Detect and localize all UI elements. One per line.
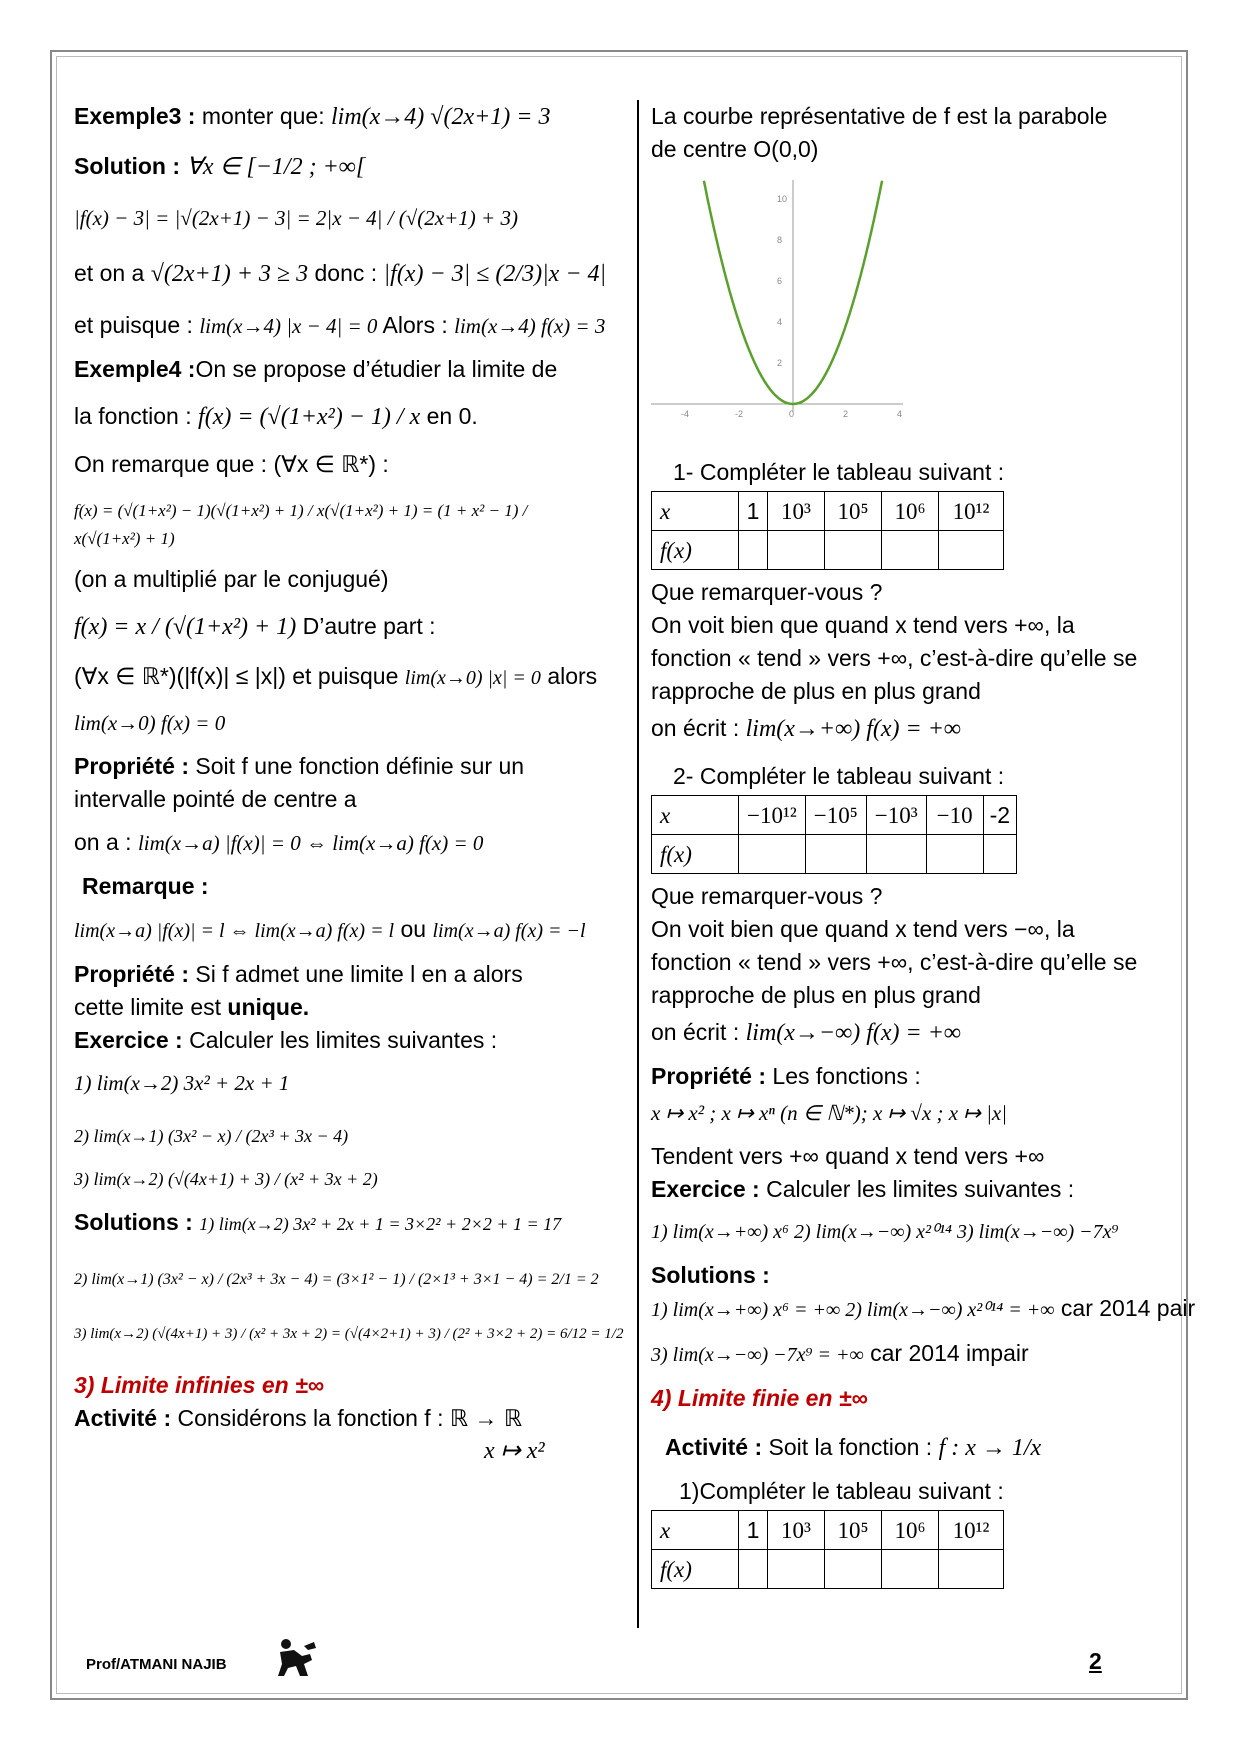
solution (74, 150, 619, 184)
example4-eq1: f(x) = (√(1+x²) − 1)(√(1+x²) + 1) / x(√(1+x²) + 1) = (1 + x² − 1) / x(√(1+x²) + 1) (74, 501, 528, 548)
exercise-right (651, 1173, 1191, 1206)
example4-lim: lim(x→0) |x| = 0 (404, 667, 541, 689)
table3-empty-cell[interactable] (768, 1550, 825, 1589)
curve-text2: de centre O(0,0) (651, 136, 819, 162)
solution-line2 (74, 257, 619, 291)
table2-row-f (652, 835, 1017, 874)
property1-eq: lim(x→a) |f(x)| = 0 ⇔ lim(x→a) f(x) = 0 (137, 831, 484, 855)
table2-cell: −10⁵ (805, 796, 866, 835)
solution-line3 (74, 309, 619, 343)
example4-title: Exemple4 : (74, 356, 196, 382)
table1-empty-cell[interactable] (825, 531, 882, 570)
table3-empty-cell[interactable] (739, 1550, 768, 1589)
plot-y-tick: 2 (777, 358, 783, 368)
example4-conclusion: lim(x→0) f(x) = 0 (74, 711, 226, 735)
solution-line1: |f(x) − 3| = |√(2x+1) − 3| = 2|x − 4| / (√(2x+1) + 3) (74, 206, 518, 230)
table3-title: 1)Compléter le tableau suivant : (679, 1478, 1004, 1504)
plot-y-tick: 10 (777, 194, 788, 204)
remark-eq1: lim(x→a) |f(x)| = l ⇔ lim(x→a) f(x) = l (74, 920, 395, 942)
answer1-line2: fonction « tend » vers +∞, c’est-à-dire qu’elle se (651, 645, 1138, 671)
table2-cell: −10³ (866, 796, 926, 835)
example4-func: f(x) = (√(1+x²) − 1) / x (198, 404, 421, 430)
right-column (651, 100, 1196, 1595)
table1-empty-cell[interactable] (882, 531, 939, 570)
table1-cell: 10⁶ (882, 492, 939, 531)
solution-line2-a: et on a (74, 260, 145, 286)
exercise-3: 3) lim(x→2) (√(4x+1) + 3) / (x² + 3x + 2) (74, 1169, 378, 1189)
table3-row-f (652, 1550, 1004, 1589)
example4-eq2-line (74, 610, 619, 644)
example4-ineq-line (74, 660, 619, 695)
table1 (651, 491, 1004, 570)
property1-text2: intervalle pointé de centre a (74, 786, 357, 812)
plot-y-tick: 8 (777, 235, 783, 245)
table3-header-x: x (652, 1511, 739, 1550)
section4-title: 4) Limite finie en ±∞ (651, 1385, 868, 1411)
plot-x-tick: 4 (897, 409, 903, 419)
solutions-right-title: Solutions : (651, 1262, 770, 1288)
example3-equation: lim(x→4) √(2x+1) = 3 (330, 104, 551, 130)
property-right-text: Les fonctions : (772, 1063, 921, 1089)
solutions-right-3-eq: 3) lim(x→−∞) −7x⁹ = +∞ (651, 1344, 864, 1366)
question2: Que remarquer-vous ? (651, 883, 883, 909)
property1 (74, 750, 619, 783)
curve-text1: La courbe représentative de f est la parabole (651, 103, 1108, 129)
property1-text3: on a : (74, 829, 132, 855)
table2-empty-cell[interactable] (805, 835, 866, 874)
answer2-line1: On voit bien que quand x tend vers −∞, la (651, 916, 1075, 942)
solutions-left-title: Solutions : (74, 1209, 193, 1235)
activity-right-title: Activité : (665, 1434, 763, 1460)
answer2-line3: rapproche de plus en plus grand (651, 982, 981, 1008)
property2-line2 (74, 991, 619, 1024)
example4-remark: On remarque que : (∀x ∈ ℝ*) : (74, 451, 389, 477)
plot-x-tick: -4 (681, 409, 690, 419)
plot-x-tick: 2 (843, 409, 849, 419)
table1-row-f (652, 531, 1004, 570)
question1: Que remarquer-vous ? (651, 579, 883, 605)
example4-text2: la fonction : (74, 403, 192, 429)
property1-text1: Soit f une fonction définie sur un (195, 753, 525, 779)
table2-row-x (652, 796, 1017, 835)
table2-empty-cell[interactable] (926, 835, 983, 874)
remark-eq-line (74, 913, 619, 948)
table3 (651, 1510, 1004, 1589)
exercise-right-list: 1) lim(x→+∞) x⁶ 2) lim(x→−∞) x²⁰¹⁴ 3) lim(x→−∞) −7x⁹ (651, 1221, 1119, 1243)
activity-right-text: Soit la fonction : (768, 1434, 933, 1460)
example4-text3: en 0. (426, 403, 478, 429)
table2-header-x: x (652, 796, 739, 835)
table3-empty-cell[interactable] (882, 1550, 939, 1589)
property-right-title: Propriété : (651, 1063, 767, 1089)
solutions-left (74, 1206, 619, 1241)
table3-cell: 10³ (768, 1511, 825, 1550)
table3-cell: 10¹² (939, 1511, 1004, 1550)
answer1-write (651, 712, 1191, 746)
answer1-equation: lim(x→+∞) f(x) = +∞ (745, 716, 962, 742)
solution-line2-b: √(2x+1) + 3 ≥ 3 (150, 261, 309, 287)
plot-x-tick: -2 (735, 409, 744, 419)
exercise (74, 1024, 619, 1057)
plot-y-tick: 6 (777, 276, 783, 286)
page-number: 2 (1089, 1648, 1102, 1674)
activity-left-title: Activité : (74, 1405, 172, 1431)
table2-cell: −10¹² (739, 796, 806, 835)
table2 (651, 795, 1017, 874)
solutions-right-1 (651, 1292, 1196, 1327)
table1-row-x (652, 492, 1004, 531)
solution-line3-a: et puisque : (74, 312, 193, 338)
activity-right (665, 1431, 1191, 1465)
table1-cell: 10¹² (939, 492, 1004, 531)
table1-cell: 10³ (768, 492, 825, 531)
table3-empty-cell[interactable] (825, 1550, 882, 1589)
remark-eq2: lim(x→a) f(x) = −l (432, 920, 586, 942)
table1-empty-cell[interactable] (939, 531, 1004, 570)
table1-empty-cell[interactable] (768, 531, 825, 570)
table2-cell: −10 (926, 796, 983, 835)
property-right (651, 1060, 1191, 1093)
table1-title: 1- Compléter le tableau suivant : (673, 459, 1005, 485)
solutions-right-1-note: car 2014 pair (1060, 1295, 1196, 1321)
example4-text1: On se propose d’étudier la limite de (195, 356, 558, 382)
example3-text: monter que: (201, 103, 325, 129)
property1-eq-line (74, 826, 619, 860)
property1-title: Propriété : (74, 753, 190, 779)
answer1-line1: On voit bien que quand x tend vers +∞, la (651, 612, 1075, 638)
table2-header-f: f(x) (652, 835, 739, 874)
table3-header-f: f(x) (652, 1550, 739, 1589)
example4-function (74, 400, 619, 434)
table3-cell: 10⁶ (882, 1511, 939, 1550)
exercise-2: 2) lim(x→1) (3x² − x) / (2x³ + 3x − 4) (74, 1126, 349, 1146)
example4-alors: alors (547, 663, 598, 689)
plot-x-tick: 0 (789, 409, 795, 419)
table1-cell: 1 (739, 492, 768, 531)
solutions-right-3-note: car 2014 impair (870, 1340, 1029, 1366)
activity-right-func: f : x → 1/x (938, 1435, 1042, 1461)
solution-line3-d: lim(x→4) f(x) = 3 (454, 314, 606, 338)
plot-y-tick: 4 (777, 317, 783, 327)
example3-title: Exemple3 : (74, 103, 196, 129)
table3-cell: 1 (739, 1511, 768, 1550)
answer2-write (651, 1016, 1191, 1050)
answer2-write-label: on écrit : (651, 1019, 740, 1045)
property2-text2: cette limite est (74, 994, 221, 1020)
remark-title: Remarque : (82, 873, 209, 899)
activity-left-map: x ↦ x² (484, 1438, 545, 1464)
table3-empty-cell[interactable] (939, 1550, 1004, 1589)
answer1-write-label: on écrit : (651, 715, 740, 741)
example4-autre: D’autre part : (302, 613, 436, 639)
table1-cell: 10⁵ (825, 492, 882, 531)
example4-ineq: (∀x ∈ ℝ*)(|f(x)| ≤ |x|) et puisque (74, 663, 399, 689)
section3-title: 3) Limite infinies en ±∞ (74, 1372, 325, 1398)
activity-left (74, 1402, 619, 1435)
property2 (74, 958, 619, 991)
left-column (74, 100, 624, 1478)
table2-cell: -2 (983, 796, 1016, 835)
solutions-left-2: 2) lim(x→1) (3x² − x) / (2x³ + 3x − 4) = (3×1² − 1) / (2×1³ + 3×1 − 4) = 2/1 = 2 (74, 1271, 599, 1288)
property2-unique: unique. (227, 994, 310, 1020)
exercise-text: Calculer les limites suivantes : (189, 1027, 498, 1053)
solution-line2-c: donc : (314, 260, 378, 286)
footer-author: Prof/ATMANI NAJIB (86, 1656, 227, 1673)
solution-line3-c: Alors : (382, 312, 448, 338)
answer2-line2: fonction « tend » vers +∞, c’est-à-dire qu’elle se (651, 949, 1138, 975)
table3-cell: 10⁵ (825, 1511, 882, 1550)
exercise-1: 1) lim(x→2) 3x² + 2x + 1 (74, 1071, 290, 1095)
table1-empty-cell[interactable] (739, 531, 768, 570)
solution-domain: ∀x ∈ [−1/2 ; +∞[ (186, 154, 366, 180)
example4-conjugate: (on a multiplié par le conjugué) (74, 566, 389, 592)
table2-empty-cell[interactable] (739, 835, 806, 874)
solutions-right-3 (651, 1337, 1191, 1372)
parabola-plot (651, 176, 911, 436)
property-right-tend: Tendent vers +∞ quand x tend vers +∞ (651, 1143, 1045, 1169)
solutions-right-1-eq: 1) lim(x→+∞) x⁶ = +∞ 2) lim(x→−∞) x²⁰¹⁴ = +∞ (651, 1299, 1055, 1321)
table3-row-x (652, 1511, 1004, 1550)
answer2-equation: lim(x→−∞) f(x) = +∞ (745, 1020, 962, 1046)
table2-empty-cell[interactable] (866, 835, 926, 874)
activity-left-text: Considérons la fonction f : ℝ → ℝ (177, 1405, 523, 1431)
solution-line3-b: lim(x→4) |x − 4| = 0 (199, 314, 378, 338)
table1-header-x: x (652, 492, 739, 531)
example3 (74, 100, 619, 134)
table2-title: 2- Compléter le tableau suivant : (673, 763, 1005, 789)
solutions-left-1: 1) lim(x→2) 3x² + 2x + 1 = 3×2² + 2×2 + 1 = 17 (199, 1214, 562, 1234)
example4-eq2: f(x) = x / (√(1+x²) + 1) (74, 614, 297, 640)
property2-title: Propriété : (74, 961, 190, 987)
property-right-functions: x ↦ x² ; x ↦ xⁿ (n ∈ ℕ*); x ↦ √x ; x ↦ |x| (651, 1101, 1008, 1125)
property2-text1: Si f admet une limite l en a alors (195, 961, 523, 987)
author-logo-icon (274, 1636, 318, 1680)
solution-title: Solution : (74, 153, 181, 179)
exercise-title: Exercice : (74, 1027, 183, 1053)
exercise-right-title: Exercice : (651, 1176, 760, 1202)
example4 (74, 353, 619, 386)
table2-empty-cell[interactable] (983, 835, 1016, 874)
answer1-line3: rapproche de plus en plus grand (651, 678, 981, 704)
solutions-left-3: 3) lim(x→2) (√(4x+1) + 3) / (x² + 3x + 2) = (√(4×2+1) + 3) / (2² + 3×2 + 2) = 6/12 = 1/2 (74, 1326, 624, 1342)
exercise-right-text: Calculer les limites suivantes : (766, 1176, 1075, 1202)
column-divider (637, 100, 639, 1628)
remark-ou: ou (400, 916, 427, 942)
solution-line2-d: |f(x) − 3| ≤ (2/3)|x − 4| (383, 261, 607, 287)
table1-header-f: f(x) (652, 531, 739, 570)
